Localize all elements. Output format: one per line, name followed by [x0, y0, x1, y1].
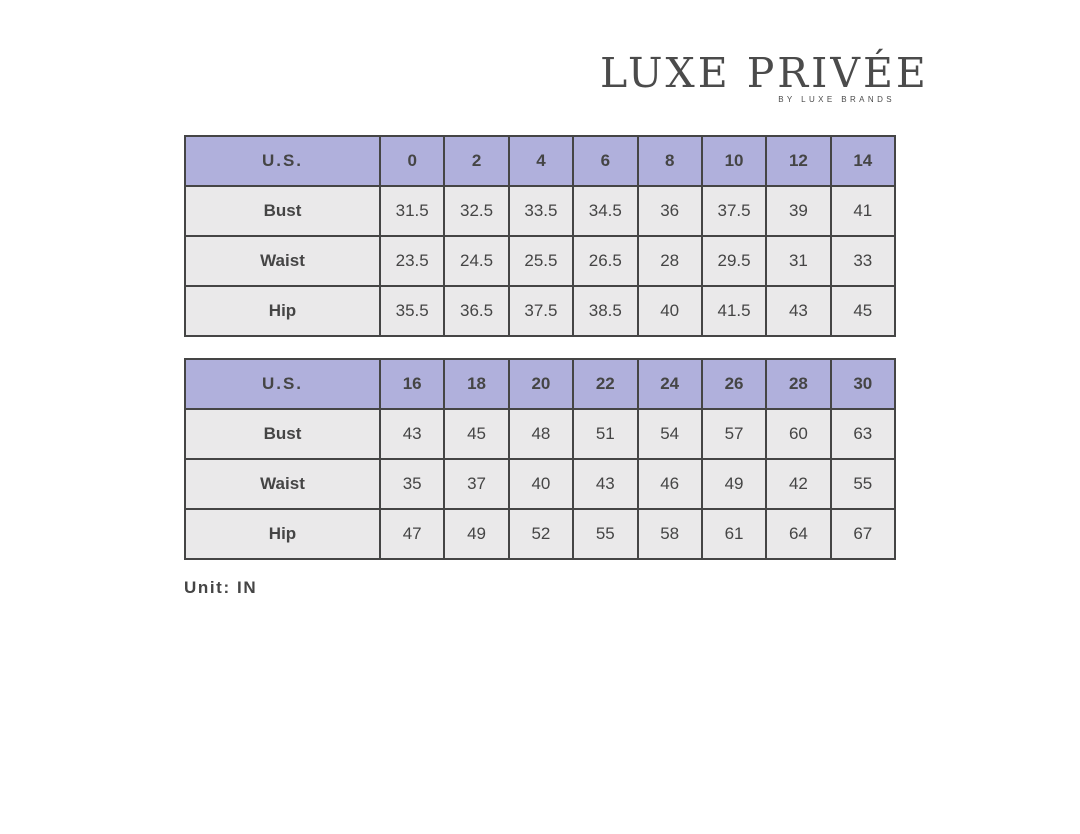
measurement-cell: 41.5: [702, 286, 766, 336]
measurement-cell: 51: [573, 409, 637, 459]
measurement-cell: 37.5: [509, 286, 573, 336]
measurement-cell: 36.5: [444, 286, 508, 336]
measurement-cell: 43: [766, 286, 830, 336]
measurement-cell: 40: [638, 286, 702, 336]
table-header-row: [185, 359, 895, 409]
unit-label: Unit: IN: [184, 578, 258, 597]
measurement-cell: 58: [638, 509, 702, 559]
measurement-label: Bust: [185, 186, 380, 236]
measurement-cell: 38.5: [573, 286, 637, 336]
size-header-cell: 14: [831, 136, 895, 186]
measurement-cell: 43: [380, 409, 444, 459]
measurement-cell: 37: [444, 459, 508, 509]
size-header-cell: 20: [509, 359, 573, 409]
size-header-cell: 28: [766, 359, 830, 409]
measurement-cell: 39: [766, 186, 830, 236]
measurement-cell: 61: [702, 509, 766, 559]
measurement-cell: 28: [638, 236, 702, 286]
measurement-cell: 42: [766, 459, 830, 509]
measurement-cell: 37.5: [702, 186, 766, 236]
size-header-cell: 18: [444, 359, 508, 409]
size-header-cell: 0: [380, 136, 444, 186]
measurement-cell: 31.5: [380, 186, 444, 236]
measurement-cell: 45: [831, 286, 895, 336]
brand-name: LUXE PRIVÉE: [600, 49, 929, 97]
measurement-cell: 36: [638, 186, 702, 236]
measurement-cell: 41: [831, 186, 895, 236]
table-row: [185, 186, 895, 236]
size-header-cell: 12: [766, 136, 830, 186]
measurement-label: Bust: [185, 409, 380, 459]
size-chart-table: [184, 358, 896, 560]
measurement-cell: 32.5: [444, 186, 508, 236]
brand-logo: [600, 49, 929, 105]
measurement-cell: 26.5: [573, 236, 637, 286]
table-row: [185, 286, 895, 336]
measurement-cell: 34.5: [573, 186, 637, 236]
measurement-cell: 31: [766, 236, 830, 286]
measurement-cell: 33: [831, 236, 895, 286]
measurement-cell: 29.5: [702, 236, 766, 286]
measurement-cell: 49: [444, 509, 508, 559]
size-header-cell: 24: [638, 359, 702, 409]
measurement-cell: 25.5: [509, 236, 573, 286]
measurement-cell: 23.5: [380, 236, 444, 286]
size-header-cell: 26: [702, 359, 766, 409]
size-chart-table: [184, 135, 896, 337]
measurement-cell: 47: [380, 509, 444, 559]
size-header-cell: 4: [509, 136, 573, 186]
size-header-cell: 10: [702, 136, 766, 186]
region-label: U.S.: [185, 359, 380, 409]
measurement-cell: 54: [638, 409, 702, 459]
measurement-cell: 24.5: [444, 236, 508, 286]
measurement-cell: 49: [702, 459, 766, 509]
measurement-cell: 43: [573, 459, 637, 509]
measurement-cell: 55: [831, 459, 895, 509]
measurement-label: Hip: [185, 286, 380, 336]
measurement-cell: 40: [509, 459, 573, 509]
measurement-cell: 67: [831, 509, 895, 559]
measurement-cell: 52: [509, 509, 573, 559]
table-row: [185, 459, 895, 509]
size-header-cell: 6: [573, 136, 637, 186]
measurement-cell: 35: [380, 459, 444, 509]
size-header-cell: 16: [380, 359, 444, 409]
measurement-cell: 35.5: [380, 286, 444, 336]
size-header-cell: 2: [444, 136, 508, 186]
size-header-cell: 8: [638, 136, 702, 186]
measurement-cell: 63: [831, 409, 895, 459]
table-row: [185, 236, 895, 286]
measurement-label: Hip: [185, 509, 380, 559]
size-header-cell: 22: [573, 359, 637, 409]
brand-tagline: BY LUXE BRANDS: [778, 95, 895, 104]
measurement-cell: 48: [509, 409, 573, 459]
size-header-cell: 30: [831, 359, 895, 409]
measurement-cell: 57: [702, 409, 766, 459]
table-row: [185, 409, 895, 459]
region-label: U.S.: [185, 136, 380, 186]
measurement-label: Waist: [185, 459, 380, 509]
measurement-cell: 64: [766, 509, 830, 559]
table-header-row: [185, 136, 895, 186]
measurement-cell: 55: [573, 509, 637, 559]
measurement-cell: 45: [444, 409, 508, 459]
measurement-cell: 60: [766, 409, 830, 459]
measurement-cell: 33.5: [509, 186, 573, 236]
measurement-cell: 46: [638, 459, 702, 509]
table-row: [185, 509, 895, 559]
measurement-label: Waist: [185, 236, 380, 286]
